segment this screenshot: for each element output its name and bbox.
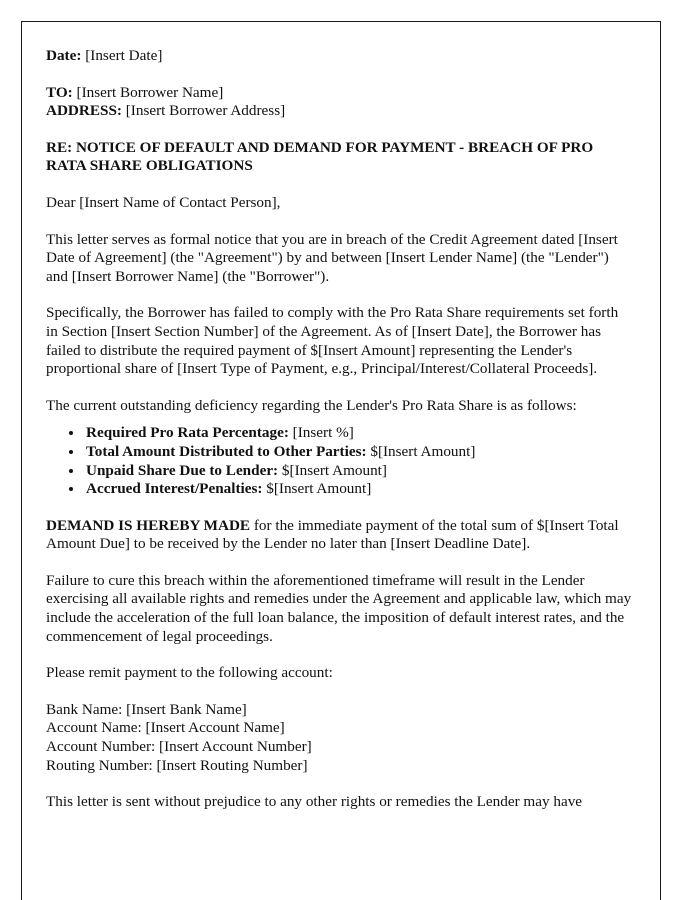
list-item	[84, 424, 632, 443]
deficiency-label: Required Pro Rata Percentage:	[86, 424, 289, 442]
deficiency-list	[46, 424, 632, 498]
paragraph-failure-to-cure: Failure to cure this breach within the aforementioned timeframe will result in the Lender exercising all available rights and remedies under the Agreement and applicable law, which may include the acceleration of the full loan balance, the imposition of default interest rates, and the commencement of legal proceedings.	[46, 571, 632, 645]
document-body	[46, 47, 632, 812]
list-item	[84, 480, 632, 499]
spacer-5	[46, 655, 632, 664]
paragraph-notice: This letter serves as formal notice that you are in breach of the Credit Agreement dated [Insert Date of Agreement] (the "Agreement") by and between [Insert Lender Name] (the "Lender") and [Insert Borrower Name] (the "Borrower").	[46, 230, 618, 285]
bank-name-line: Bank Name: [Insert Bank Name]	[46, 700, 247, 718]
paragraph-remit: Please remit payment to the following account:	[46, 664, 333, 682]
spacer-1	[46, 295, 632, 304]
address-value: [Insert Borrower Address]	[125, 102, 286, 120]
deficiency-value: $[Insert Amount]	[370, 442, 476, 460]
spacer-8	[46, 784, 632, 793]
spacer-after-address-2	[46, 130, 632, 139]
list-item	[84, 443, 632, 462]
document-page	[21, 21, 661, 900]
deficiency-value: $[Insert Amount]	[266, 480, 372, 498]
deficiency-label: Accrued Interest/Penalties:	[86, 480, 263, 498]
spacer-3	[46, 508, 632, 517]
deficiency-label: Total Amount Distributed to Other Parties:	[86, 442, 367, 460]
date-value: [Insert Date]	[85, 47, 163, 64]
recipient-line	[46, 84, 632, 103]
spacer-after-salutation	[46, 222, 632, 231]
list-item	[84, 462, 632, 481]
account-number-line: Account Number: [Insert Account Number]	[46, 738, 312, 756]
paragraph-demand	[46, 517, 632, 554]
demand-emphasis: DEMAND IS HEREBY MADE	[46, 516, 251, 534]
deficiency-value: $[Insert Amount]	[281, 461, 387, 479]
subject-heading: RE: NOTICE OF DEFAULT AND DEMAND FOR PAYMENT - BREACH OF PRO RATA SHARE OBLIGATIONS	[46, 138, 594, 175]
spacer-after-address	[46, 121, 632, 130]
spacer-6	[46, 692, 632, 701]
spacer-after-date-2	[46, 75, 632, 84]
salutation: Dear [Insert Name of Contact Person],	[46, 193, 281, 211]
to-label: TO:	[46, 83, 73, 101]
address-label: ADDRESS:	[46, 102, 122, 120]
account-name-line: Account Name: [Insert Account Name]	[46, 719, 285, 737]
paragraph-specifics: Specifically, the Borrower has failed to comply with the Pro Rata Share requirements set forth in Section [Insert Section Number] of the Agreement. As of [Insert Date], the Borrower has failed to distribute the required payment of $[Insert Amount] representing the Lender's proportional share of [Insert Type of Payment, e.g., Principal/Interest/Collateral Proceeds].	[46, 304, 619, 378]
routing-number-line: Routing Number: [Insert Routing Number]	[46, 756, 308, 774]
demand-rest: for the immediate payment of the total sum of $[Insert Total Amount Due] to be received by the Lender no later than [Insert Deadline Date].	[46, 516, 619, 553]
spacer-after-heading	[46, 185, 632, 194]
paragraph-deficiency-intro: The current outstanding deficiency regarding the Lender's Pro Rata Share is as follows:	[46, 396, 577, 414]
spacer-7	[46, 775, 632, 784]
address-line	[46, 102, 632, 121]
deficiency-label: Unpaid Share Due to Lender:	[86, 461, 279, 479]
spacer-4	[46, 563, 632, 572]
deficiency-value: [Insert %]	[292, 424, 354, 442]
spacer-2	[46, 388, 632, 397]
to-value: [Insert Borrower Name]	[76, 83, 224, 101]
paragraph-without-prejudice: This letter is sent without prejudice to any other rights or remedies the Lender may have	[46, 793, 583, 811]
date-label: Date:	[46, 47, 82, 64]
spacer-after-date	[46, 66, 632, 75]
date-line	[46, 47, 632, 66]
